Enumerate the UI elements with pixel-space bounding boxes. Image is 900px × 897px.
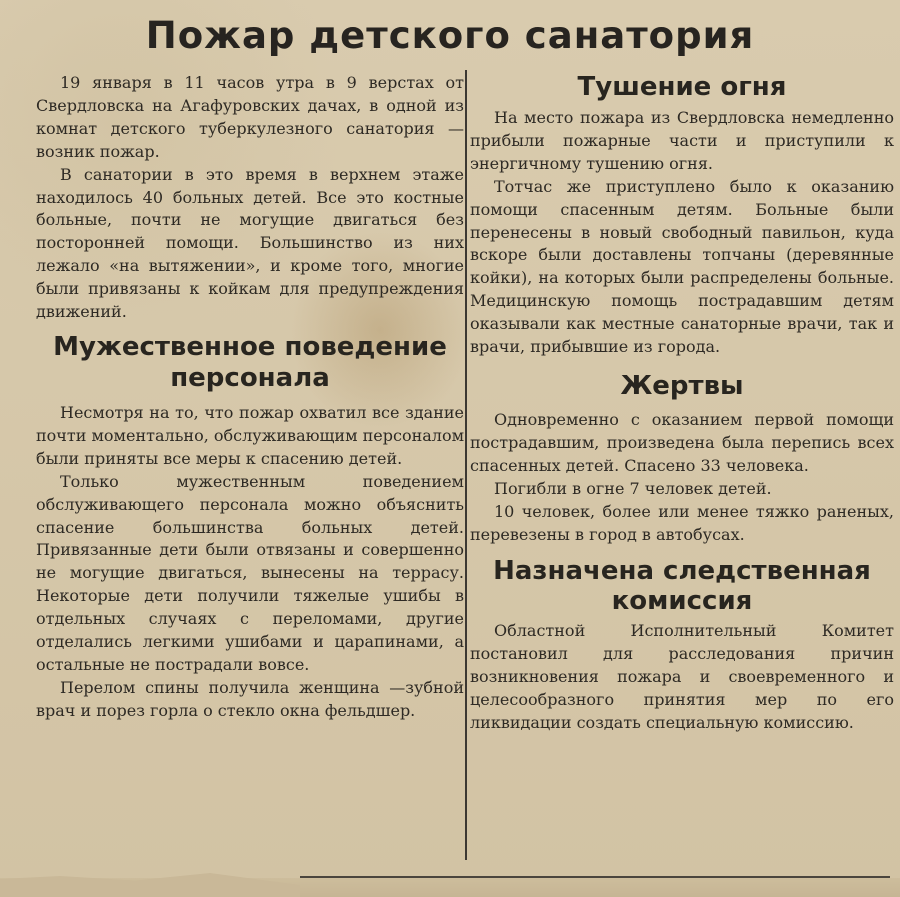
- paragraph: Тотчас же приступлено было к оказанию помощи спасенным детям. Больные были перенесены в новый свободный павильон, куда вскоре были доставлены топчаны (деревянные койки), на которых были распределены больные. Медицинскую помощь пострадавшим детям оказывали как местные санаторные врачи, так и врачи, прибывшие из города.: [470, 176, 894, 357]
- paragraph: Только мужественным поведением обслуживающего персонала можно объяснить спасение большинства больных детей. Привязанные дети были отвязаны и совершенно не могущие двигаться, вынесены на террасу. Некоторые дети получили тяжелые ушибы в отдельных случаях с переломами, другие отделались легкими ушибами и царапинами, а остальные не пострадали вовсе.: [36, 471, 464, 674]
- paragraph: Областной Исполнительный Комитет постановил для расследования причин возникновения пожара и своевременного и целесообразного принятия мер по его ликвидации создать специальную комиссию.: [470, 621, 894, 733]
- right-column: [470, 72, 894, 869]
- headline: Пожар детского санатория: [145, 14, 755, 57]
- subheading-victims: Жертвы: [620, 370, 744, 401]
- paragraph: 19 января в 11 часов утра в 9 верстах от Свердловска на Агафуровских дачах, в одной из комнат детского туберкулезного санатория — возник пожар.: [36, 73, 464, 161]
- left-column: [36, 72, 464, 869]
- paragraph: Погибли в огне 7 человек детей.: [494, 478, 772, 498]
- subheading-staff-conduct: Мужественное поведение персонала: [53, 331, 447, 393]
- paragraph: В санатории в это время в верхнем этаже находилось 40 больных детей. Все это костные больные, почти не могущие двигаться без посторонней помощи. Большинство из них лежало «на вытяжении», и кроме того, многие были привязаны к койкам для предупреждения движений.: [36, 164, 464, 322]
- subheading-firefighting: Тушение огня: [577, 72, 787, 102]
- paragraph: 10 человек, более или менее тяжко раненых, перевезены в город в автобусах.: [470, 501, 894, 544]
- paragraph: На место пожара из Свердловска немедленно прибыли пожарные части и приступили к энергичному тушению огня.: [470, 108, 894, 173]
- paragraph: Перелом спины получила женщина —зубной врач и порез горла о стекло окна фельдшер.: [36, 677, 464, 720]
- paragraph: Несмотря на то, что пожар охватил все здание почти моментально, обслуживающим персоналом были приняты все меры к спасению детей.: [36, 402, 464, 468]
- paragraph: Одновременно с оказанием первой помощи пострадавшим, произведена была перепись всех спасенных детей. Спасено 33 человека.: [470, 409, 894, 475]
- paper-tear: [0, 867, 300, 897]
- column-rule: [465, 70, 467, 860]
- subheading-commission: Назначена следственная комиссия: [493, 556, 871, 617]
